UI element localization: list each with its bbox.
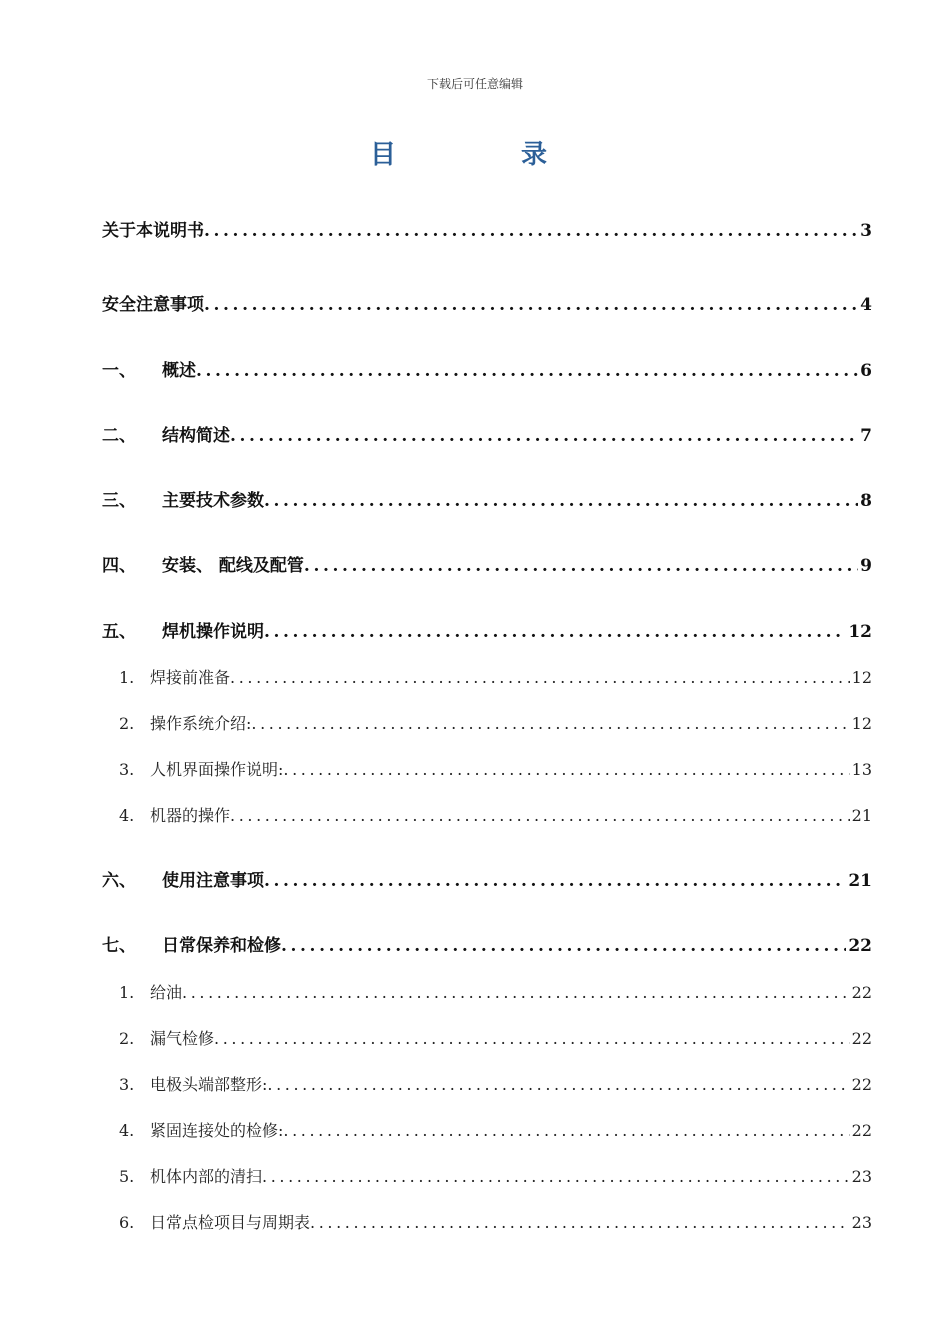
toc-subentry-preparation[interactable] <box>102 665 872 691</box>
toc-entry-label: 焊机操作说明 <box>162 622 264 642</box>
toc-subentry-air-leak[interactable] <box>102 1026 872 1052</box>
toc-page-number: 21 <box>848 871 872 891</box>
toc-leader <box>230 803 850 829</box>
toc-entry-operation[interactable] <box>102 619 872 645</box>
toc-entry-label: 使用注意事项 <box>162 871 264 891</box>
toc-entry-label: 关于本说明书 <box>102 221 204 241</box>
toc-entry-number: 3. <box>119 760 135 779</box>
toc-entry-number: 1. <box>119 668 135 687</box>
toc-leader <box>214 1026 850 1052</box>
toc-subentry-hmi[interactable] <box>102 757 872 783</box>
toc-leader <box>204 218 858 244</box>
toc-page-number: 13 <box>851 760 872 779</box>
toc-page-number: 6 <box>860 361 872 381</box>
toc-entry-number: 三、 <box>102 491 136 511</box>
toc-entry-number: 五、 <box>102 622 136 642</box>
toc-entry-label: 紧固连接处的检修: <box>150 1121 284 1140</box>
toc-page-number: 3 <box>860 221 872 241</box>
toc-leader <box>264 868 846 894</box>
toc-entry-label: 焊接前准备 <box>150 668 231 687</box>
toc-entry-number: 4. <box>119 806 135 825</box>
toc-subentry-inspection-table[interactable] <box>102 1210 872 1236</box>
toc-entry-label: 主要技术参数 <box>162 491 264 511</box>
toc-page-number: 7 <box>860 426 872 446</box>
toc-leader <box>264 619 846 645</box>
toc-page-number: 23 <box>851 1213 872 1232</box>
toc-page-number: 22 <box>851 983 872 1002</box>
toc-entry-safety[interactable] <box>102 292 872 318</box>
toc-entry-number: 四、 <box>102 556 136 576</box>
toc-leader <box>264 488 858 514</box>
toc-entry-number: 2. <box>119 714 135 733</box>
toc-page-number: 12 <box>848 622 872 642</box>
toc-entry-label: 机体内部的清扫 <box>150 1167 263 1186</box>
toc-entry-label: 日常点检项目与周期表 <box>150 1213 311 1232</box>
toc-leader <box>304 553 858 579</box>
toc-page-number: 22 <box>851 1029 872 1048</box>
toc-leader <box>281 933 846 959</box>
toc-entry-label: 概述 <box>162 361 196 381</box>
toc-entry-number: 1. <box>119 983 135 1002</box>
toc-entry-label: 人机界面操作说明: <box>150 760 284 779</box>
toc-entry-number: 2. <box>119 1029 135 1048</box>
page-header: 下载后可任意编辑 <box>426 77 523 91</box>
toc-page-number: 22 <box>851 1075 872 1094</box>
toc-subentry-machine-operation[interactable] <box>102 803 872 829</box>
toc-leader <box>251 711 849 737</box>
toc-entry-maintenance[interactable] <box>102 933 872 959</box>
toc-entry-parameters[interactable] <box>102 488 872 514</box>
toc-entry-installation[interactable] <box>102 553 872 579</box>
toc-entry-label: 安全注意事项 <box>102 295 204 315</box>
toc-entry-label: 机器的操作 <box>150 806 231 825</box>
toc-entry-label: 日常保养和检修 <box>162 936 281 956</box>
toc-leader <box>204 292 858 318</box>
toc-leader <box>230 423 858 449</box>
toc-page-number: 22 <box>848 936 872 956</box>
toc-subentry-system-intro[interactable] <box>102 711 872 737</box>
toc-entry-overview[interactable] <box>102 358 872 384</box>
toc-page-number: 22 <box>851 1121 872 1140</box>
toc-entry-number: 六、 <box>102 871 136 891</box>
toc-leader <box>283 757 849 783</box>
toc-entry-label: 给油 <box>150 983 183 1002</box>
toc-leader <box>267 1072 849 1098</box>
toc-entry-label: 漏气检修 <box>150 1029 215 1048</box>
toc-entry-label: 电极头端部整形: <box>150 1075 268 1094</box>
toc-subentry-oiling[interactable] <box>102 980 872 1006</box>
toc-title: 目 录 <box>369 140 606 170</box>
toc-entry-structure[interactable] <box>102 423 872 449</box>
toc-leader <box>283 1118 849 1144</box>
toc-entry-number: 一、 <box>102 361 136 381</box>
toc-leader <box>196 358 858 384</box>
toc-page-number: 9 <box>860 556 872 576</box>
toc-leader <box>182 980 850 1006</box>
toc-subentry-electrode-shaping[interactable] <box>102 1072 872 1098</box>
toc-entry-number: 4. <box>119 1121 135 1140</box>
toc-entry-label: 安装、 配线及配管 <box>162 556 304 576</box>
toc-leader <box>230 665 850 691</box>
toc-subentry-cleaning[interactable] <box>102 1164 872 1190</box>
toc-entry-precautions[interactable] <box>102 868 872 894</box>
toc-page-number: 8 <box>860 491 872 511</box>
toc-page-number: 4 <box>860 295 872 315</box>
toc-leader <box>310 1210 850 1236</box>
toc-entry-number: 二、 <box>102 426 136 446</box>
toc-entry-label: 操作系统介绍: <box>150 714 252 733</box>
toc-page-number: 12 <box>851 668 872 687</box>
toc-entry-number: 6. <box>119 1213 135 1232</box>
toc-entry-label: 结构简述 <box>162 426 230 446</box>
toc-page-number: 12 <box>851 714 872 733</box>
toc-entry-number: 5. <box>119 1167 135 1186</box>
toc-entry-about[interactable] <box>102 218 872 244</box>
toc-subentry-fastening[interactable] <box>102 1118 872 1144</box>
toc-entry-number: 七、 <box>102 936 136 956</box>
toc-leader <box>262 1164 850 1190</box>
toc-page-number: 21 <box>851 806 872 825</box>
toc-entry-number: 3. <box>119 1075 135 1094</box>
toc-page-number: 23 <box>851 1167 872 1186</box>
